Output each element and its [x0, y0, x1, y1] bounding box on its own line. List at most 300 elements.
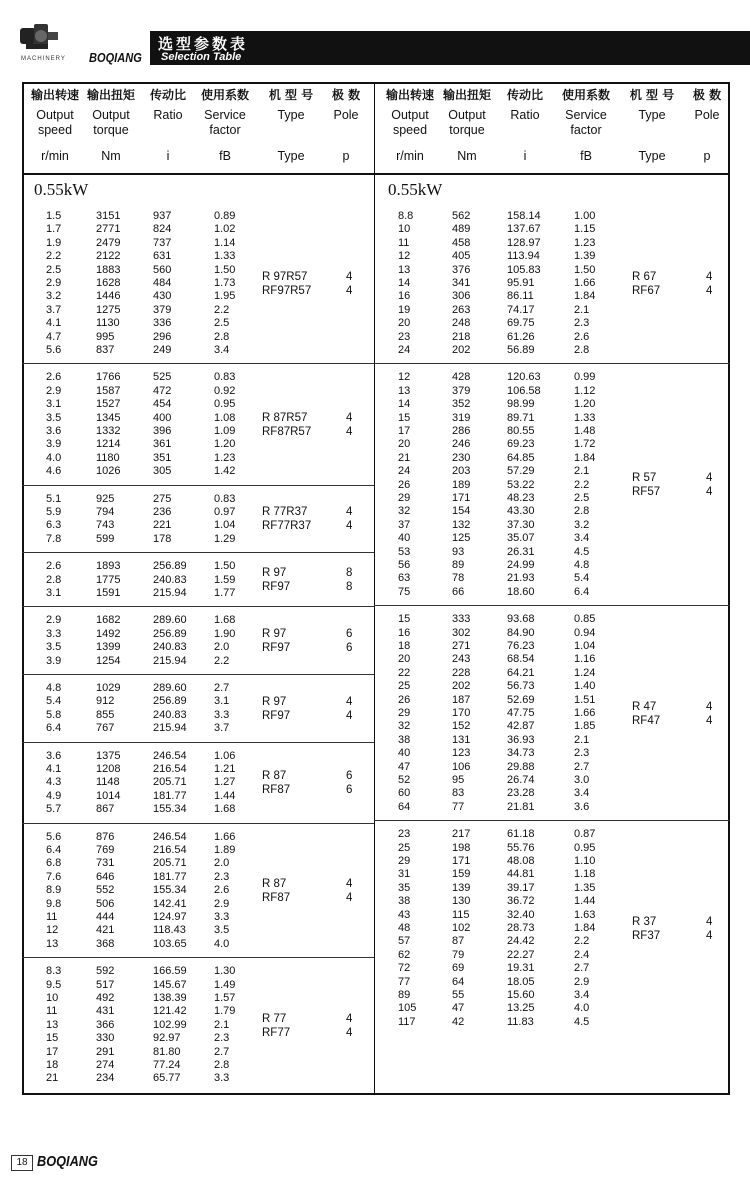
table-cell: 66 [452, 585, 465, 598]
table-cell: 86.11 [507, 290, 534, 303]
table-cell: 6.4 [574, 585, 590, 598]
table-cell: 72 [398, 962, 411, 975]
table-cell: 1.84 [574, 922, 596, 934]
table-cell: 17 [46, 1045, 59, 1058]
table-cell: 319 [452, 411, 471, 424]
table-cell: 2.2 [214, 654, 230, 667]
table-cell: 1.50 [574, 263, 596, 276]
model-type: R 77R37 [262, 506, 308, 519]
table-cell: 1.90 [214, 627, 236, 640]
table-cell: 1775 [96, 573, 121, 586]
table-cell: 75 [398, 585, 411, 598]
table-cell: 6.4 [46, 722, 62, 735]
table-cell: 1.50 [214, 263, 236, 276]
table-cell: 1.50 [214, 560, 236, 573]
table-cell: 1.57 [214, 992, 236, 1004]
table-cell: 64.21 [507, 666, 535, 679]
table-cell: 80.55 [507, 425, 535, 437]
table-cell: 3.6 [46, 749, 62, 762]
table-cell: 0.89 [214, 210, 236, 222]
table-cell: 1527 [96, 398, 121, 411]
table-cell: 256.89 [153, 695, 187, 708]
table-cell: 246.54 [153, 749, 187, 762]
model-type: R 77 [262, 1012, 287, 1025]
table-cell: 56.89 [507, 344, 535, 356]
table-cell: 145.67 [153, 978, 187, 991]
table-cell: 52 [398, 774, 411, 786]
table-cell: 271 [452, 640, 471, 652]
table-cell: 0.95 [214, 398, 236, 411]
table-cell: 57 [398, 935, 411, 948]
table-cell: 131 [452, 733, 471, 746]
table-cell: 21.93 [507, 572, 535, 585]
table-cell: 17 [398, 425, 411, 437]
table-cell: 1.00 [574, 210, 596, 222]
table-cell: 69 [452, 962, 465, 975]
table-cell: 1130 [96, 317, 120, 330]
table-cell: 38 [398, 733, 411, 746]
table-cell: 837 [96, 344, 115, 356]
table-cell: 203 [452, 465, 471, 478]
table-cell: 15 [398, 411, 411, 424]
group-separator [22, 552, 374, 553]
table-cell: 1.84 [574, 451, 596, 464]
table-cell: 646 [96, 870, 115, 883]
table-cell: 215.94 [153, 722, 187, 735]
table-cell: 62 [398, 948, 411, 961]
table-cell: 2.7 [214, 1045, 230, 1058]
table-cell: 1.95 [214, 290, 236, 303]
table-cell: 56 [398, 559, 411, 571]
table-cell: 221 [153, 519, 172, 532]
table-cell: 3.3 [214, 1072, 230, 1085]
table-cell: 44.81 [507, 868, 535, 881]
table-cell: 289.60 [153, 682, 187, 694]
table-cell: 4.1 [46, 763, 62, 775]
table-cell: 3.5 [46, 641, 62, 654]
table-cell: 216.54 [153, 844, 187, 856]
pole-count: 4 [346, 426, 353, 438]
table-cell: 1.35 [574, 881, 596, 894]
table-cell: 8.9 [46, 884, 62, 897]
pole-count: 4 [346, 891, 353, 904]
table-cell: 24.42 [507, 935, 535, 948]
column-header-cn: 机 型 号 [629, 88, 675, 102]
header-separator [22, 173, 730, 175]
model-type: R 97 [262, 567, 287, 580]
table-cell: 3.5 [214, 924, 230, 937]
table-cell: 5.8 [46, 708, 62, 721]
table-cell: 26 [398, 478, 411, 491]
table-cell: 1.20 [574, 398, 596, 411]
table-cell: 43 [398, 908, 411, 921]
table-cell: 256.89 [153, 627, 187, 640]
table-cell: 230 [452, 451, 471, 464]
table-cell: 2.8 [574, 344, 590, 356]
table-cell: 517 [96, 978, 115, 991]
table-cell: 55.76 [507, 841, 535, 854]
table-cell: 552 [96, 884, 115, 897]
pole-count: 4 [346, 1012, 353, 1025]
table-cell: 2.8 [574, 505, 590, 518]
table-cell: 5.1 [46, 492, 62, 505]
table-cell: 430 [153, 290, 172, 303]
group-separator [22, 485, 374, 486]
table-cell: 189 [452, 478, 471, 491]
column-header-unit: fB [219, 149, 231, 163]
table-cell: 2.5 [574, 492, 590, 504]
table-cell: 1.24 [574, 666, 596, 679]
table-cell: 29 [398, 492, 411, 504]
table-cell: 296 [153, 330, 172, 343]
table-cell: 26.31 [507, 545, 535, 558]
table-cell: 26 [398, 693, 411, 706]
table-cell: 0.87 [574, 828, 596, 841]
table-cell: 124.97 [153, 911, 187, 923]
table-cell: 8.3 [46, 965, 62, 978]
table-cell: 32 [398, 505, 411, 518]
table-cell: 368 [96, 937, 115, 950]
table-cell: 2.7 [214, 682, 230, 694]
group-separator [22, 674, 374, 675]
column-header-unit: i [166, 149, 170, 163]
column-header-en: Output [92, 108, 130, 122]
table-cell: 24 [398, 465, 411, 478]
table-cell: 4.6 [46, 465, 62, 478]
table-cell: 379 [452, 384, 471, 397]
table-cell: 92.97 [153, 1032, 181, 1045]
table-cell: 42.87 [507, 720, 535, 733]
pole-count: 4 [706, 486, 713, 499]
pole-count: 6 [346, 770, 353, 783]
power-rating-right: 0.55kW [388, 180, 443, 199]
table-cell: 291 [96, 1045, 115, 1058]
group-separator [22, 957, 374, 958]
table-cell: 228 [452, 666, 471, 679]
table-cell: 1.66 [574, 277, 596, 289]
table-cell: 737 [153, 236, 172, 249]
pole-count: 6 [346, 628, 353, 641]
table-cell: 599 [96, 532, 115, 545]
table-cell: 366 [96, 1018, 115, 1031]
table-cell: 454 [153, 398, 172, 411]
pole-count: 6 [346, 642, 353, 655]
table-cell: 28.73 [507, 922, 535, 934]
table-cell: 19 [398, 303, 411, 316]
table-cell: 171 [452, 492, 471, 504]
table-cell: 5.4 [46, 695, 62, 708]
table-cell: 38 [398, 895, 411, 908]
pole-count: 4 [706, 929, 713, 942]
table-cell: 2.9 [46, 277, 62, 289]
table-cell: 2.6 [214, 884, 230, 897]
table-cell: 89.71 [507, 411, 535, 424]
group-separator [22, 823, 374, 824]
table-cell: 1.59 [214, 573, 236, 586]
table-cell: 202 [452, 680, 471, 693]
table-cell: 0.97 [214, 506, 236, 518]
table-cell: 63 [398, 572, 411, 585]
table-cell: 15 [46, 1032, 59, 1045]
table-cell: 16 [398, 626, 411, 639]
table-cell: 23.28 [507, 787, 535, 800]
pole-count: 4 [346, 709, 353, 722]
table-cell: 2.3 [214, 870, 230, 883]
table-cell: 48.23 [507, 492, 535, 504]
table-cell: 2.9 [46, 614, 62, 627]
table-cell: 1.04 [574, 640, 596, 652]
table-cell: 170 [452, 707, 471, 719]
model-type: RF87R57 [262, 426, 312, 438]
table-cell: 138.39 [153, 992, 187, 1004]
table-cell: 12 [46, 924, 59, 937]
table-cell: 10 [398, 223, 411, 236]
power-rating-left: 0.55kW [34, 180, 89, 199]
table-cell: 0.83 [214, 492, 236, 505]
table-cell: 137.67 [507, 223, 541, 236]
table-cell: 4.5 [574, 545, 590, 558]
table-cell: 2.4 [574, 948, 590, 961]
table-cell: 7.8 [46, 532, 62, 545]
table-cell: 2479 [96, 236, 121, 249]
table-cell: 22.27 [507, 948, 535, 961]
table-cell: 22 [398, 666, 411, 679]
table-cell: 246.54 [153, 830, 187, 843]
table-cell: 2.9 [46, 384, 62, 397]
table-cell: 18.60 [507, 585, 535, 598]
pole-count: 4 [346, 695, 353, 708]
table-cell: 2.8 [46, 573, 62, 586]
table-cell: 128.97 [507, 236, 541, 249]
table-cell: 64 [452, 975, 465, 988]
table-cell: 336 [153, 317, 172, 330]
table-cell: 47.75 [507, 707, 535, 719]
column-header-en: factor [209, 123, 241, 137]
table-cell: 2122 [96, 250, 121, 263]
column-divider [374, 82, 375, 1095]
table-cell: 10 [46, 992, 59, 1004]
table-cell: 240.83 [153, 641, 187, 654]
table-cell: 306 [452, 290, 471, 303]
column-header-en: Service [565, 108, 607, 122]
pole-count: 4 [346, 284, 353, 297]
table-cell: 2.5 [46, 263, 62, 276]
table-cell: 217 [452, 828, 471, 841]
table-cell: 506 [96, 897, 115, 910]
page-number: 18 [11, 1155, 33, 1171]
pole-count: 4 [346, 270, 353, 283]
table-cell: 2.2 [214, 303, 230, 316]
title-cn: 选型参数表 [158, 35, 249, 53]
column-header-unit: Nm [457, 149, 477, 163]
table-cell: 2.8 [214, 330, 230, 343]
table-cell: 205.71 [153, 776, 187, 789]
table-cell: 1.04 [214, 519, 236, 532]
table-cell: 3.1 [214, 695, 230, 708]
table-cell: 3.7 [46, 303, 62, 316]
pole-count: 8 [346, 567, 353, 580]
model-type: R 37 [632, 915, 657, 928]
model-type: RF77 [262, 1026, 291, 1039]
table-cell: 492 [96, 992, 115, 1004]
column-header-en: speed [392, 123, 428, 137]
table-cell: 4.7 [46, 330, 62, 343]
table-cell: 3151 [96, 210, 121, 222]
table-cell: 3.6 [574, 800, 590, 813]
column-header-cn: 使用系数 [200, 88, 249, 102]
table-cell: 36.93 [507, 733, 535, 746]
table-cell: 0.85 [574, 613, 596, 626]
table-cell: 912 [96, 695, 115, 708]
column-header-unit: r/min [41, 149, 69, 163]
table-cell: 240.83 [153, 573, 187, 586]
table-cell: 87 [452, 935, 465, 948]
table-cell: 4.8 [46, 682, 62, 694]
table-cell: 2.6 [46, 371, 62, 384]
title-en: Selection Table [161, 51, 242, 63]
table-cell: 68.54 [507, 653, 535, 666]
table-cell: 215.94 [153, 654, 187, 667]
table-cell: 37.30 [507, 518, 535, 531]
table-cell: 4.3 [46, 776, 62, 789]
model-type: RF97R57 [262, 284, 312, 297]
table-cell: 1.77 [214, 587, 236, 599]
pole-count: 4 [706, 472, 713, 485]
table-cell: 20 [398, 317, 411, 330]
table-cell: 14 [398, 398, 411, 411]
table-cell: 77 [452, 800, 465, 813]
table-cell: 4.8 [574, 559, 590, 571]
table-cell: 3.1 [46, 398, 62, 411]
table-cell: 1766 [96, 371, 121, 384]
table-cell: 1.18 [574, 868, 596, 881]
table-cell: 1.21 [214, 763, 236, 775]
logo-tagline: MACHINERY [21, 56, 66, 62]
table-cell: 1332 [96, 425, 121, 437]
table-cell: 1.29 [214, 532, 236, 545]
table-cell: 3.3 [214, 708, 230, 721]
table-cell: 29 [398, 855, 411, 867]
table-cell: 3.0 [574, 774, 590, 786]
page-footer [0, 1150, 750, 1180]
table-cell: 23 [398, 828, 411, 841]
table-cell: 181.77 [153, 870, 187, 883]
table-cell: 1.66 [214, 830, 236, 843]
table-cell: 93 [452, 545, 465, 558]
table-cell: 84.90 [507, 626, 535, 639]
table-cell: 1.27 [214, 776, 236, 789]
table-cell: 178 [153, 532, 172, 545]
table-cell: 155.34 [153, 884, 187, 897]
group-separator [374, 363, 730, 364]
model-type: R 67 [632, 270, 657, 283]
table-cell: 77.24 [153, 1059, 181, 1071]
table-cell: 1.48 [574, 425, 596, 437]
pole-count: 8 [346, 581, 353, 594]
table-cell: 1.09 [214, 425, 236, 437]
table-cell: 95 [452, 774, 465, 786]
table-cell: 3.3 [214, 911, 230, 923]
table-cell: 1.30 [214, 965, 236, 978]
table-cell: 1.85 [574, 720, 596, 733]
table-cell: 1275 [96, 303, 121, 316]
column-header-en: torque [93, 123, 129, 137]
table-cell: 396 [153, 425, 172, 437]
table-cell: 8.8 [398, 210, 414, 222]
table-cell: 2.2 [574, 935, 590, 948]
table-cell: 274 [96, 1059, 115, 1071]
table-cell: 53 [398, 545, 411, 558]
table-cell: 1345 [96, 411, 121, 424]
table-cell: 1.49 [214, 978, 236, 991]
table-cell: 31 [398, 868, 411, 881]
table-cell: 95.91 [507, 277, 535, 289]
table-cell: 26.74 [507, 774, 535, 786]
column-header-cn: 机 型 号 [268, 88, 314, 102]
pole-count: 4 [346, 412, 353, 424]
table-cell: 1148 [96, 776, 120, 789]
table-cell: 2.0 [214, 857, 230, 870]
table-cell: 1.33 [574, 411, 596, 424]
table-cell: 215.94 [153, 587, 187, 599]
table-cell: 155.34 [153, 803, 187, 816]
table-cell: 74.17 [507, 303, 535, 316]
table-cell: 132 [452, 518, 471, 531]
table-cell: 39.17 [507, 881, 535, 894]
table-cell: 731 [96, 857, 115, 870]
table-cell: 3.9 [46, 438, 62, 451]
table-cell: 937 [153, 210, 172, 222]
table-cell: 89 [452, 559, 465, 571]
table-cell: 37 [398, 518, 411, 531]
table-cell: 125 [452, 532, 471, 545]
table-cell: 1014 [96, 789, 121, 802]
table-cell: 2.3 [574, 317, 590, 330]
table-cell: 15 [398, 613, 411, 626]
table-cell: 102 [452, 922, 471, 934]
table-cell: 69.23 [507, 438, 535, 451]
column-header-unit: p [703, 149, 711, 163]
table-cell: 2771 [96, 223, 121, 236]
group-separator [374, 605, 730, 606]
table-cell: 376 [452, 263, 471, 276]
pole-count: 4 [706, 270, 713, 283]
table-cell: 562 [452, 210, 471, 222]
table-cell: 1.68 [214, 614, 236, 627]
table-cell: 1180 [96, 451, 120, 464]
table-cell: 3.7 [214, 722, 230, 735]
table-cell: 76.23 [507, 640, 535, 652]
table-cell: 9.8 [46, 897, 62, 910]
table-cell: 130 [452, 895, 471, 908]
table-cell: 3.5 [46, 411, 62, 424]
table-cell: 120.63 [507, 371, 541, 384]
column-header-cn: 输出扭矩 [86, 88, 135, 102]
table-cell: 48.08 [507, 855, 535, 867]
table-cell: 5.9 [46, 506, 62, 518]
table-cell: 2.6 [46, 560, 62, 573]
table-cell: 159 [452, 868, 471, 881]
column-header-unit: fB [580, 149, 592, 163]
table-cell: 57.29 [507, 465, 535, 478]
table-cell: 0.95 [574, 841, 596, 854]
table-cell: 77 [398, 975, 411, 988]
table-cell: 1.7 [46, 223, 62, 236]
table-cell: 333 [452, 613, 471, 626]
model-type: R 87R57 [262, 412, 308, 424]
table-cell: 2.8 [214, 1059, 230, 1071]
table-cell: 3.4 [574, 787, 590, 800]
